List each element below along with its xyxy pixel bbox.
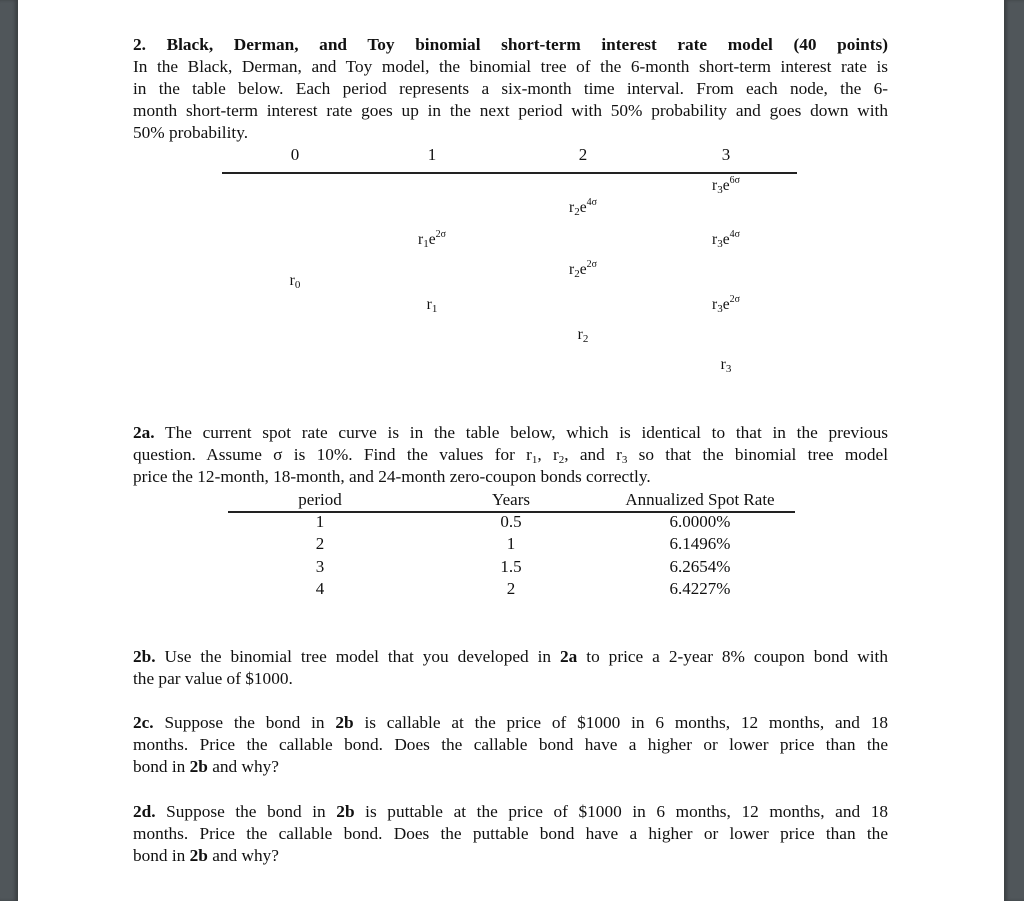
text-line [133,56,888,78]
tree-node [569,199,597,217]
paragraph-q2d [133,801,888,867]
text-line [133,444,888,466]
text-run: is puttable at the price of $1000 in 6 months, 12 months, and 18 [354,802,888,821]
spot-table-cell: 1 [506,534,516,554]
exp-symbol: e [579,199,587,216]
spot-table-cell: 6.0000% [669,512,731,531]
tree-node [427,296,438,314]
subscript: 3 [621,454,628,466]
tree-node [290,272,301,290]
text-run: 2b. [133,647,156,666]
rate-subscript: 1 [423,238,429,250]
text-run: is callable at the price of $1000 in 6 months, 12 months, and 18 [353,713,888,732]
exp-superscript: 2σ [729,294,740,305]
viewer-right-gutter [1004,0,1024,901]
rate-subscript: 3 [717,238,723,250]
text-line [133,823,888,845]
spot-table-cell: 1.5 [500,556,522,576]
text-run: 2b [335,713,354,732]
exp-superscript: 6σ [729,175,740,186]
text-run: , r [537,445,559,464]
spot-table-cell: 6.1496% [669,534,731,554]
text-line [133,646,888,668]
spot-table-header: period [298,490,342,509]
exp-symbol: e [579,261,587,278]
text-run: 2b [336,802,355,821]
rate-symbol: r [712,231,718,248]
spot-table-cell: 3 [315,556,325,576]
text-run: 50% probability. [133,123,249,142]
exp-superscript: 2σ [586,259,597,270]
text-line [133,668,888,690]
text-run: the par value of $1000. [133,669,293,688]
text-run: The current spot rate curve is in the table below, which is identical to that in the previous [154,423,888,442]
text-run: months. Price the callable bond. Does the callable bond have a higher or lower price than the [133,735,888,754]
rate-symbol: r [712,296,718,313]
tree-node [418,231,446,249]
tree-node [712,231,740,249]
rate-subscript: 2 [574,268,580,280]
rate-symbol: r [712,177,718,194]
rate-subscript: 3 [717,184,723,196]
spot-table-cell: 4 [315,578,325,598]
rate-subscript: 2 [574,206,580,218]
tree-node [712,177,740,195]
text-run: bond in [133,846,190,865]
text-line [133,712,888,734]
rate-symbol: r [418,231,424,248]
viewer-left-gutter [0,0,18,901]
rate-symbol: r [577,326,583,343]
text-run: Use the binomial tree model that you developed in [155,647,561,666]
tree-period-header: 0 [290,145,300,164]
subscript: 2 [558,454,565,466]
spot-table-cell: 6.4227% [669,578,731,598]
rate-symbol: r [569,261,575,278]
rate-symbol: r [289,272,295,289]
text-run: months. Price the callable bond. Does the puttable bond have a higher or lower price than the [133,824,888,843]
exp-symbol: e [428,231,436,248]
text-run: and why? [207,757,279,776]
text-run: In the Black, Derman, and Toy model, the binomial tree of the 6-month short-term interest rate is [133,57,888,76]
tree-period-header: 1 [427,145,437,164]
spot-table-cell: 2 [315,534,325,554]
exp-superscript: 4σ [586,197,597,208]
text-line [133,756,888,778]
spot-table-header: Annualized Spot Rate [625,490,775,509]
paragraph-q2b [133,646,888,690]
rate-subscript: 3 [717,303,723,315]
text-line [133,422,888,444]
rate-symbol: r [569,199,575,216]
text-run: bond in [133,757,190,776]
exp-symbol: e [722,177,730,194]
spot-table-cell: 0.5 [500,512,522,531]
text-run: 2a. [133,423,155,442]
text-run: Suppose the bond in [155,802,337,821]
tree-node [712,296,740,314]
spot-table-cell: 2 [506,578,516,598]
text-run: 2c. [133,713,154,732]
exp-superscript: 4σ [729,229,740,240]
tree-period-header: 3 [721,145,731,164]
spot-table-header: Years [492,490,530,509]
text-run: , and r [564,445,622,464]
rate-subscript: 2 [582,333,589,345]
text-run: question. Assume σ is 10%. Find the values for r [133,445,532,464]
text-run: month short-term interest rate goes up in the next period with 50% probability and goes down with [133,101,888,120]
subscript: 1 [531,454,538,466]
rate-subscript: 0 [294,279,301,291]
text-run: and why? [207,846,279,865]
spot-table-cell: 6.2654% [669,556,731,576]
text-line [133,100,888,122]
text-run: 2d. [133,802,156,821]
tree-node [569,261,597,279]
text-run: 2b [189,846,208,865]
tree-period-header: 2 [578,145,588,164]
rate-symbol: r [426,296,432,313]
text-line [133,801,888,823]
text-run: price the 12-month, 18-month, and 24-month zero-coupon bonds correctly. [133,467,651,486]
text-run: 2. Black, Derman, and Toy binomial short-term interest rate model (40 points) [133,35,888,54]
text-run: to price a 2-year 8% coupon bond with [577,647,888,666]
text-run: so that the binomial tree model [627,445,889,464]
text-line [133,845,888,867]
text-run: Suppose the bond in [153,713,336,732]
exp-superscript: 2σ [435,229,446,240]
text-run: in the table below. Each period represents a six-month time interval. From each node, the 6- [133,79,888,98]
rate-subscript: 3 [725,363,732,375]
text-line [133,734,888,756]
text-line [133,78,888,100]
text-line [133,122,888,144]
rate-subscript: 1 [431,303,438,315]
paragraph-q2a [133,422,888,488]
paragraph-q2c [133,712,888,778]
text-run: 2b [189,757,208,776]
exp-symbol: e [722,231,730,248]
text-line [133,466,888,488]
tree-node [578,326,589,344]
spot-table-cell: 1 [315,512,325,531]
text-run: 2a [560,647,578,666]
text-line [133,34,888,56]
exp-symbol: e [722,296,730,313]
paragraph-q2 [133,34,888,144]
rate-symbol: r [720,356,726,373]
tree-node [721,356,732,374]
tree-header-rule [222,172,797,174]
